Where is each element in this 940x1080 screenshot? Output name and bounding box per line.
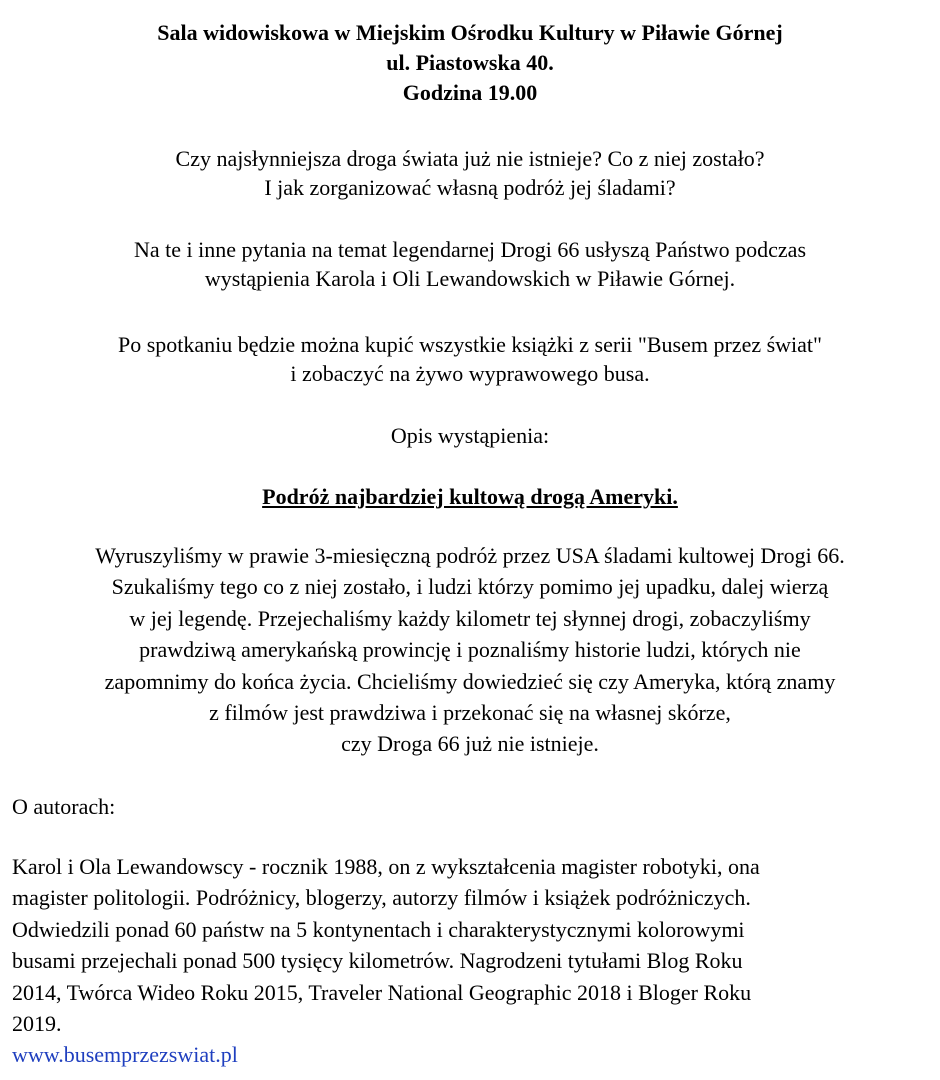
intro-question-line: I jak zorganizować własną podróż jej śladami? [264, 175, 676, 200]
description-line: zapomnimy do końca życia. Chcieliśmy dowiedzieć się czy Ameryka, którą znamy [104, 668, 836, 694]
intro-speakers-line: wystąpienia Karola i Oli Lewandowskich w Piławie Górnej. [204, 266, 736, 291]
intro-question-line: Czy najsłynniejsza droga świata już nie istnieje? Co z niej zostało? [175, 146, 765, 171]
authors-label: O autorach: [12, 794, 116, 819]
bio-line: magister politologii. Podróżnicy, blogerzy, autorzy filmów i książek podróżniczych. [12, 885, 751, 911]
talk-title: Podróż najbardziej kultową drogą Ameryki. [262, 484, 678, 509]
description-line: Wyruszyliśmy w prawie 3-miesięczną podróż przez USA śladami kultowej Drogi 66. [95, 543, 845, 568]
bio-line: 2014, Twórca Wideo Roku 2015, Traveler National Geographic 2018 i Bloger Roku [12, 979, 752, 1005]
authors-bio [12, 851, 932, 1071]
description-line: z filmów jest prawdziwa i przekonać się na własnej skórze, [209, 700, 731, 726]
address-line: ul. Piastowska 40. [386, 50, 554, 75]
time-line: Godzina 19.00 [402, 80, 538, 105]
description-line: Szukaliśmy tego co z niej zostało, i ludzi którzy pomimo jej upadku, dalej wierzą [111, 574, 829, 600]
talk-description [0, 540, 940, 760]
intro-questions [0, 144, 940, 202]
description-line: czy Droga 66 już nie istnieje. [341, 731, 599, 757]
event-header [0, 18, 940, 108]
venue-line: Sala widowiskowa w Miejskim Ośrodku Kultury w Piławie Górnej [157, 20, 783, 45]
talk-label: Opis wystąpienia: [390, 423, 550, 448]
bio-line: Karol i Ola Lewandowscy - rocznik 1988, on z wykształcenia magister robotyki, ona [12, 854, 760, 879]
intro-speakers-line: Na te i inne pytania na temat legendarnej Drogi 66 usłyszą Państwo podczas [133, 237, 807, 262]
after-meeting-line: Po spotkaniu będzie można kupić wszystkie książki z serii "Busem przez świat" [117, 332, 823, 357]
after-meeting-line: i zobaczyć na żywo wyprawowego busa. [290, 361, 650, 386]
after-meeting-info [0, 330, 940, 388]
bio-line: Odwiedzili ponad 60 państw na 5 kontynentach i charakterystycznymi kolorowymi [12, 916, 745, 942]
website-link[interactable]: www.busemprzezswiat.pl [12, 1042, 238, 1068]
bio-line: 2019. [12, 1011, 62, 1037]
description-line: prawdziwą amerykańską prowincję i poznaliśmy historie ludzi, których nie [139, 637, 801, 663]
intro-speakers [0, 235, 940, 293]
bio-line: busami przejechali ponad 500 tysięcy kilometrów. Nagrodzeni tytułami Blog Roku [12, 948, 743, 974]
description-line: w jej legendę. Przejechaliśmy każdy kilometr tej słynnej drogi, zobaczyliśmy [129, 605, 811, 631]
